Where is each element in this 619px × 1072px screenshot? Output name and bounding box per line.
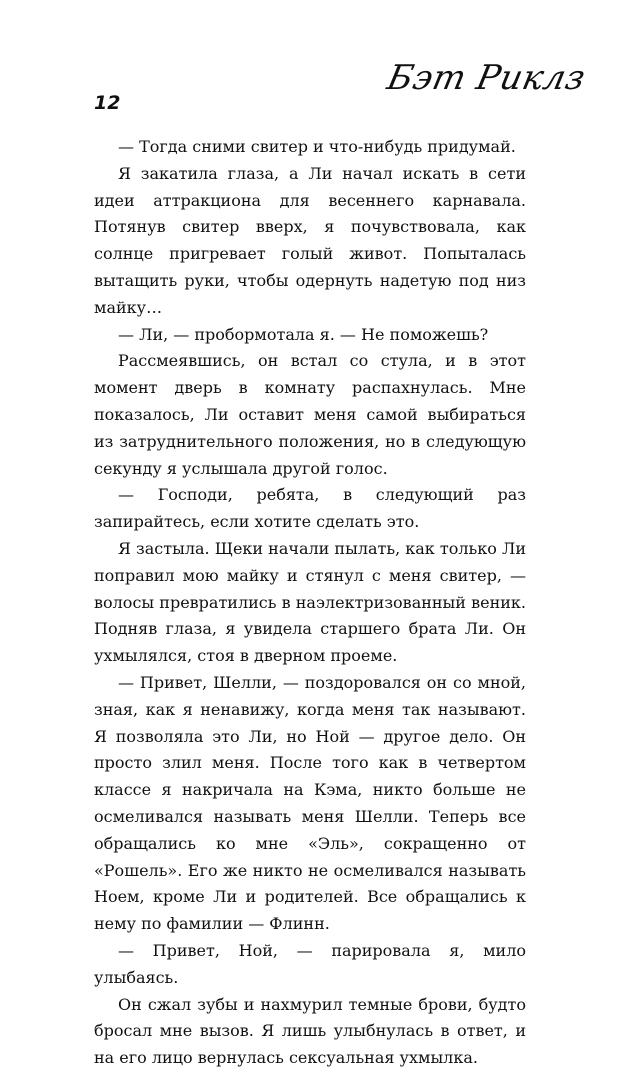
body-text <box>94 134 526 1072</box>
running-head-author: Бэт Риклз <box>383 58 590 98</box>
paragraph: Я застыла. Щеки начали пылать, как только Ли поправил мою майку и стянул с меня свитер, — волосы превратились в наэлектризованный веник. Подняв глаза, я увидела старшего брата Ли. Он ухмылялся, стоя в дверном проеме. <box>94 538 526 666</box>
paragraph: Я закатила глаза, а Ли начал искать в сети идеи аттракциона для весеннего карнавала. Потянув свитер вверх, я почувствовала, как солнце пригревает голый живот. Попыталась вытащить руки, чтобы одернуть надетую под низ майку… <box>94 163 526 317</box>
paragraph: — Тогда сними свитер и что-нибудь придумай. <box>118 137 516 156</box>
paragraph: — Ли, — пробормотала я. — Не поможешь? <box>118 324 489 344</box>
paragraph: — Привет, Шелли, — поздоровался он со мной, зная, как я ненавижу, когда меня так называют. Я позволяла это Ли, но Ной — другое дело. Он просто злил меня. После того как в четвертом классе я накричала на Кэма, никто больше не осмеливался называть меня Шелли. Теперь все обращались ко мне «Эль», сокращенно от «Рошель». Его же никто не осмеливался называть Ноем, кроме Ли и родителей. Все обращались к нему по фамилии — Флинн. <box>94 672 526 934</box>
page-number: 12 <box>94 92 121 114</box>
paragraph: — Привет, Ной, — парировала я, мило улыбаясь. <box>94 940 526 987</box>
paragraph: Рассмеявшись, он встал со стула, и в этот момент дверь в комнату распахнулась. Мне показалось, Ли оставит меня самой выбираться из затруднительного положения, но в следующую секунду я услышала другой голос. <box>94 351 526 478</box>
paragraph: Он сжал зубы и нахмурил темные брови, будто бросал мне вызов. Я лишь улыбнулась в ответ, и на его лицо вернулась сексуальная ухмылка. <box>94 994 526 1068</box>
paragraph: — Господи, ребята, в следующий раз запирайтесь, если хотите сделать это. <box>94 485 526 532</box>
